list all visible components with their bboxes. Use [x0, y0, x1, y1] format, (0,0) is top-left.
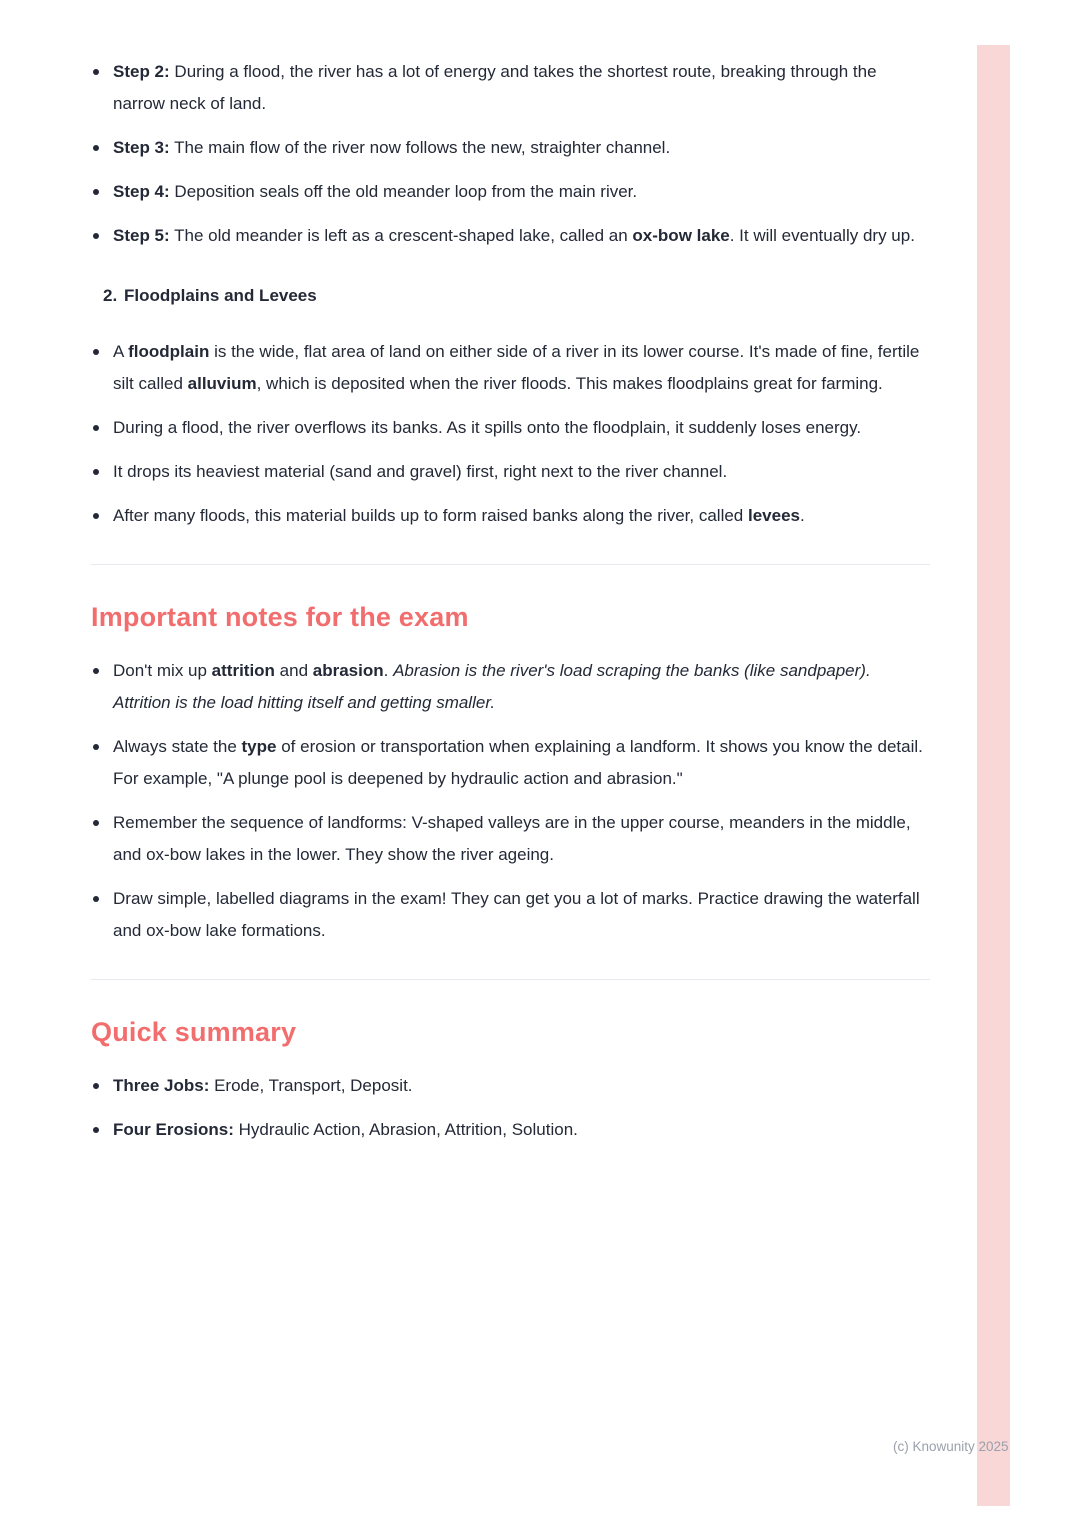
list-item: Draw simple, labelled diagrams in the exam! They can get you a lot of marks. Practice drawing the waterfall and ox-bow lake formations. [91, 883, 930, 947]
right-accent-bar [977, 45, 1010, 1506]
list-item: Step 2: During a flood, the river has a lot of energy and takes the shortest route, breaking through the narrow neck of land. [91, 56, 930, 120]
list-item: Always state the type of erosion or transportation when explaining a landform. It shows you know the detail. For example, "A plunge pool is deepened by hydraulic action and abrasion." [91, 731, 930, 795]
numbered-heading-floodplains [103, 280, 930, 312]
list-number: 2. [103, 286, 118, 305]
section-divider [91, 979, 930, 980]
exam-notes-heading: Important notes for the exam [91, 602, 469, 632]
list-item: Three Jobs: Erode, Transport, Deposit. [91, 1070, 930, 1102]
list-item: It drops its heaviest material (sand and gravel) first, right next to the river channel. [91, 456, 930, 488]
section-divider [91, 564, 930, 565]
list-item: Step 4: Deposition seals off the old meander loop from the main river. [91, 176, 930, 208]
list-item: Remember the sequence of landforms: V-shaped valleys are in the upper course, meanders in the middle, and ox-bow lakes in the lower. They show the river ageing. [91, 807, 930, 871]
numbered-heading-title: Floodplains and Levees [124, 286, 317, 305]
list-item: Step 5: The old meander is left as a crescent-shaped lake, called an ox-bow lake. It will eventually dry up. [91, 220, 930, 252]
floodplains-list [91, 336, 930, 532]
list-item: A floodplain is the wide, flat area of land on either side of a river in its lower course. It's made of fine, fertile silt called alluvium, which is deposited when the river floods. This makes floodplains great for farming. [91, 336, 930, 400]
oxbow-steps-list [91, 56, 930, 252]
watermark: (c) Knowunity 2025 [893, 1439, 1009, 1454]
list-item: After many floods, this material builds up to form raised banks along the river, called levees. [91, 500, 930, 532]
list-item: Four Erosions: Hydraulic Action, Abrasion, Attrition, Solution. [91, 1114, 930, 1146]
list-item: During a flood, the river overflows its banks. As it spills onto the floodplain, it suddenly loses energy. [91, 412, 930, 444]
list-item: Step 3: The main flow of the river now follows the new, straighter channel. [91, 132, 930, 164]
list-item: Don't mix up attrition and abrasion. Abrasion is the river's load scraping the banks (like sandpaper). Attrition is the load hitting itself and getting smaller. [91, 655, 930, 719]
quick-summary-heading: Quick summary [91, 1017, 297, 1047]
exam-notes-list [91, 655, 930, 947]
quick-summary-list [91, 1070, 930, 1146]
